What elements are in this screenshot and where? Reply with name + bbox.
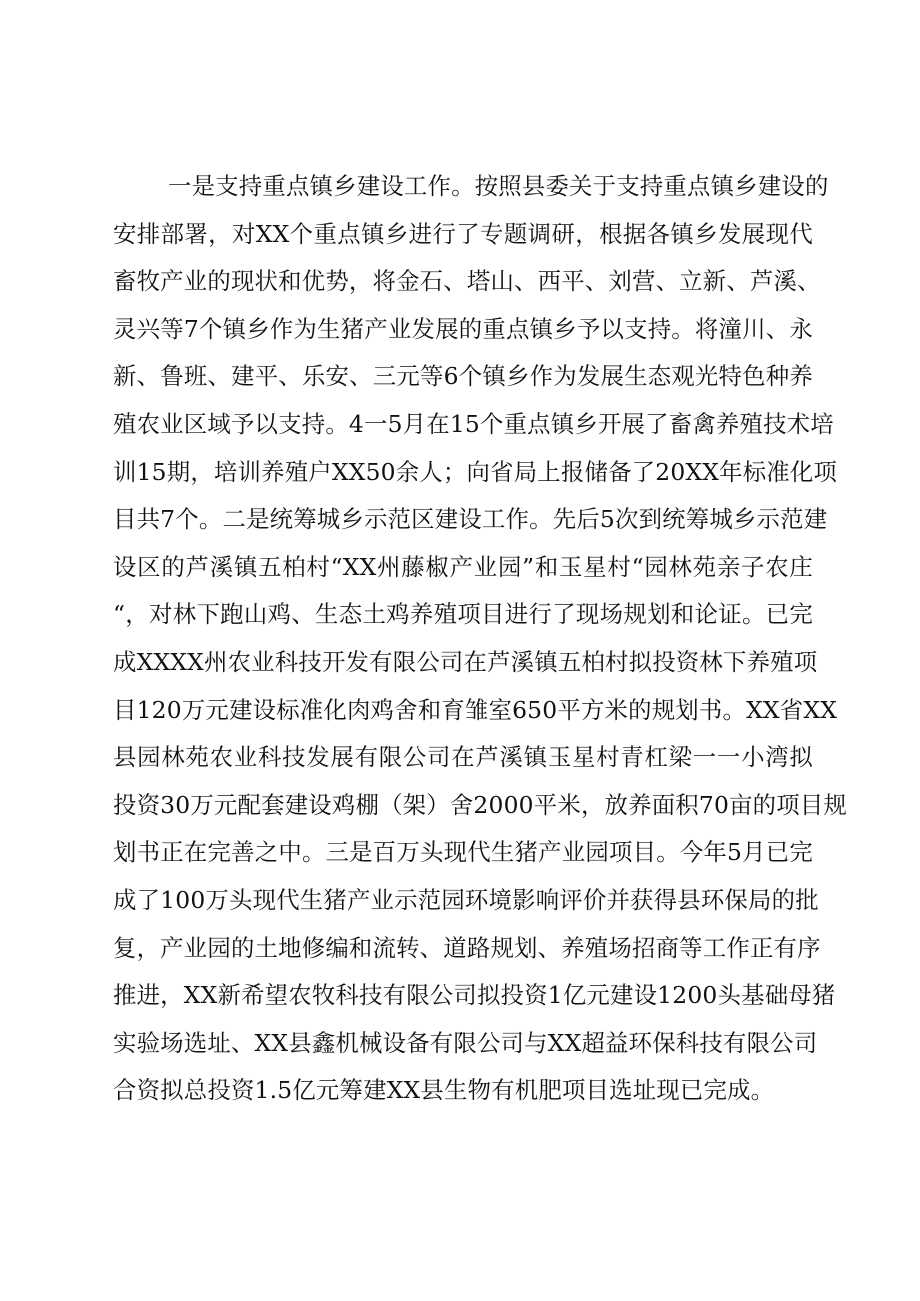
paragraph-line: 实验场选址、XX县鑫机械设备有限公司与XX超益环保科技有限公司 <box>113 1028 818 1057</box>
paragraph-line: 目共7个。二是统筹城乡示范区建设工作。先后5次到统筹城乡示范建 <box>113 505 828 534</box>
paragraph-line: 畜牧产业的现状和优势，将金石、塔山、西平、刘营、立新、芦溪、 <box>113 267 821 296</box>
paragraph-line: 县园林苑农业科技发展有限公司在芦溪镇玉星村青杠梁一一小湾拟 <box>113 743 813 772</box>
paragraph-line: 训15期，培训养殖户XX50余人；向省局上报储备了20XX年标准化项 <box>113 457 838 486</box>
paragraph-line: 合资拟总投资1.5亿元筹建XX县生物有机肥项目选址现已完成。 <box>113 1076 775 1105</box>
paragraph-line: “，对林下跑山鸡、生态土鸡养殖项目进行了现场规划和论证。已完 <box>113 600 813 629</box>
paragraph-line: 灵兴等7个镇乡作为生猪产业发展的重点镇乡予以支持。将潼川、永 <box>113 314 813 343</box>
paragraph-line: 目120万元建设标准化肉鸡舍和育雏室650平方米的规划书。XX省XX <box>113 695 838 724</box>
paragraph-line: 一是支持重点镇乡建设工作。按照县委关于支持重点镇乡建设的 <box>168 172 829 200</box>
body-paragraph <box>113 163 848 1115</box>
paragraph-line: 推进，XX新希望农牧科技有限公司拟投资1亿元建设1200头基础母猪 <box>113 981 836 1010</box>
paragraph-line: 新、鲁班、建平、乐安、三元等6个镇乡作为发展生态观光特色种养 <box>113 362 813 391</box>
paragraph-line: 殖农业区域予以支持。4一5月在15个重点镇乡开展了畜禽养殖技术培 <box>113 409 834 438</box>
paragraph-line: 投资30万元配套建设鸡棚（架）舍2000平米，放养面积70亩的项目规 <box>113 790 848 819</box>
paragraph-line: 复，产业园的土地修编和流转、道路规划、养殖场招商等工作正有序 <box>113 933 821 962</box>
paragraph-line: 安排部署，对XX个重点镇乡进行了专题调研，根据各镇乡发展现代 <box>113 219 813 248</box>
paragraph-line: 设区的芦溪镇五柏村“XX州藤椒产业园”和玉星村“园林苑亲子农庄 <box>113 552 813 581</box>
paragraph-line: 成XXXX州农业科技开发有限公司在芦溪镇五柏村拟投资林下养殖项 <box>113 647 818 676</box>
paragraph-line: 划书正在完善之中。三是百万头现代生猪产业园项目。今年5月已完 <box>113 838 813 867</box>
paragraph-line: 成了100万头现代生猪产业示范园环境影响评价并获得县环保局的批 <box>113 885 819 914</box>
